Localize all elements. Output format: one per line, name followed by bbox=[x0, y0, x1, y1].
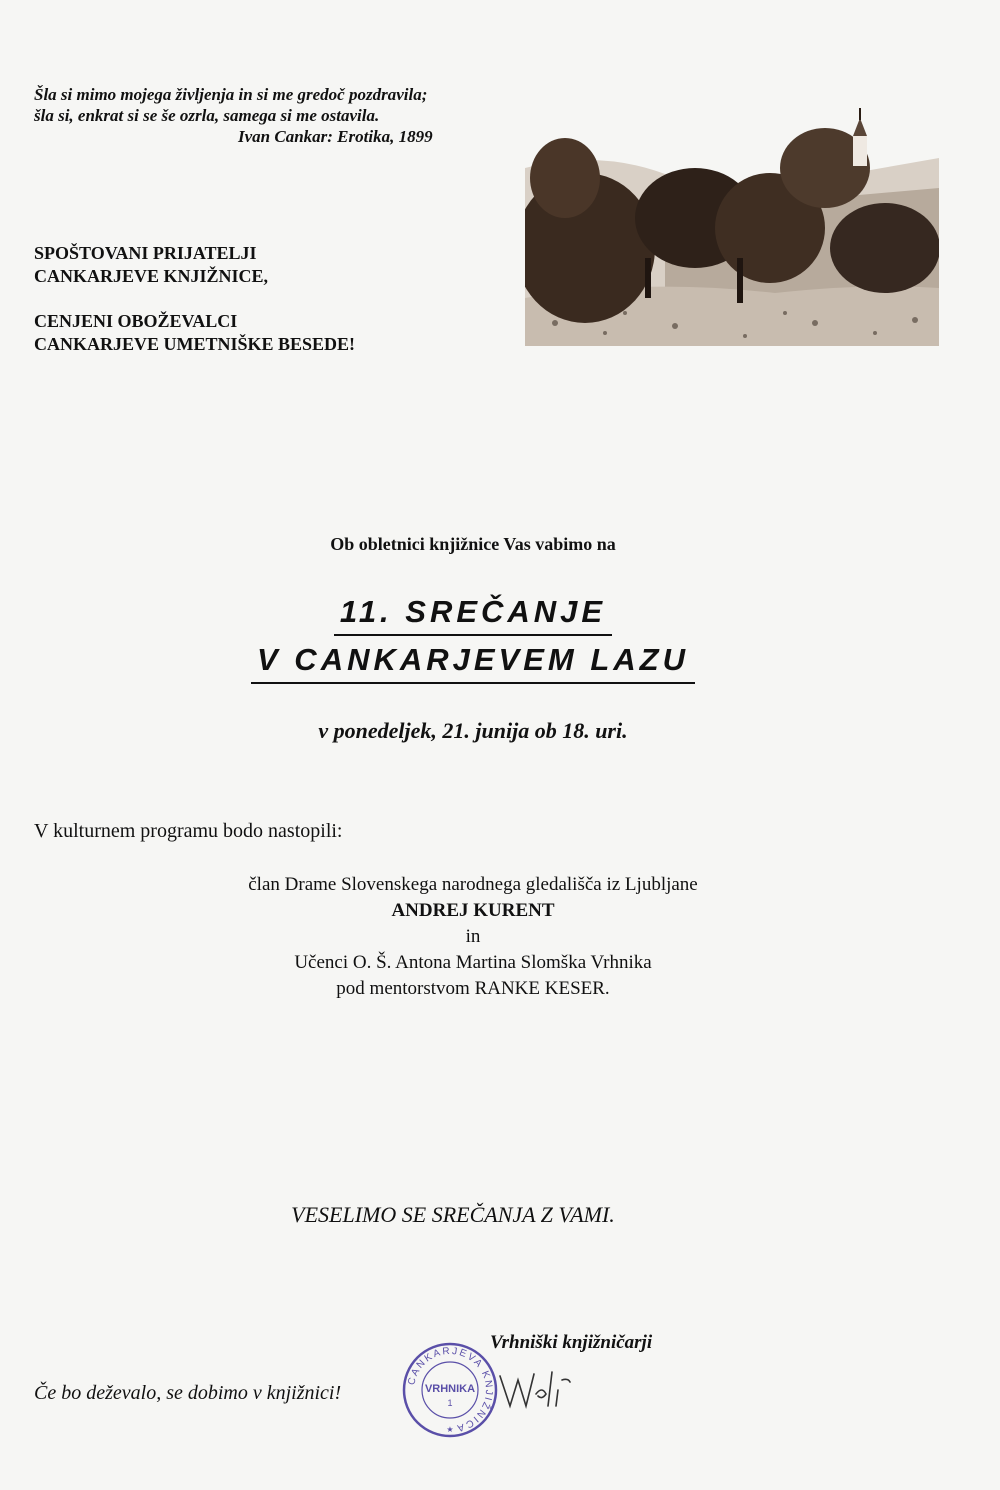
epigraph-line-1: Šla si mimo mojega življenja in si me gredoč pozdravila; bbox=[34, 85, 428, 104]
closing-line: VESELIMO SE SREČANJA Z VAMI. bbox=[291, 1202, 615, 1227]
greeting-line-1: SPOŠTOVANI PRIJATELJI bbox=[34, 243, 257, 263]
performer-conjunction: in bbox=[465, 926, 481, 947]
greeting-line-4: CANKARJEVE UMETNIŠKE BESEDE! bbox=[34, 334, 356, 354]
handwritten-signature bbox=[496, 1366, 576, 1416]
performer-name: ANDREJ KURENT bbox=[391, 900, 555, 921]
stamp-center-text: VRHNIKA bbox=[424, 1383, 476, 1395]
epigraph-attribution: Ivan Cankar: Erotika, 1899 bbox=[238, 127, 433, 146]
performer-line-1: član Drame Slovenskega narodnega gledališča iz Ljubljane bbox=[248, 874, 698, 895]
event-date: v ponedeljek, 21. junija ob 18. uri. bbox=[318, 718, 628, 743]
performer-line-3: Učenci O. Š. Antona Martina Slomška Vrhnika bbox=[294, 952, 652, 973]
stamp-star-icon: ★ bbox=[446, 1425, 454, 1434]
stamp-ring-text: CANKARJEVA KNJIŽNICA bbox=[406, 1345, 495, 1434]
rain-note: Če bo deževalo, se dobimo v knjižnici! bbox=[34, 1382, 342, 1404]
greeting bbox=[34, 242, 355, 356]
greeting-line-2: CANKARJEVE KNJIŽNICE, bbox=[34, 266, 269, 286]
event-title-line-2: V CANKARJEVEM LAZU bbox=[251, 638, 695, 684]
library-stamp bbox=[400, 1340, 500, 1440]
performers bbox=[0, 872, 946, 1002]
invitation-text: Ob obletnici knjižnice Vas vabimo na bbox=[330, 534, 616, 554]
event-title-line-1: 11. SREČANJE bbox=[334, 590, 612, 636]
program-intro: V kulturnem programu bodo nastopili: bbox=[34, 820, 343, 842]
signature-text: Vrhniški knjižničarji bbox=[490, 1332, 653, 1353]
landscape-photo bbox=[525, 108, 939, 346]
epigraph bbox=[34, 84, 433, 147]
epigraph-line-2: šla si, enkrat si se še ozrla, samega si me ostavila. bbox=[34, 106, 380, 125]
greeting-line-3: CENJENI OBOŽEVALCI bbox=[34, 311, 238, 331]
performer-line-4: pod mentorstvom RANKE KESER. bbox=[336, 978, 610, 999]
stamp-number: 1 bbox=[447, 1398, 453, 1408]
event-title bbox=[0, 588, 946, 684]
